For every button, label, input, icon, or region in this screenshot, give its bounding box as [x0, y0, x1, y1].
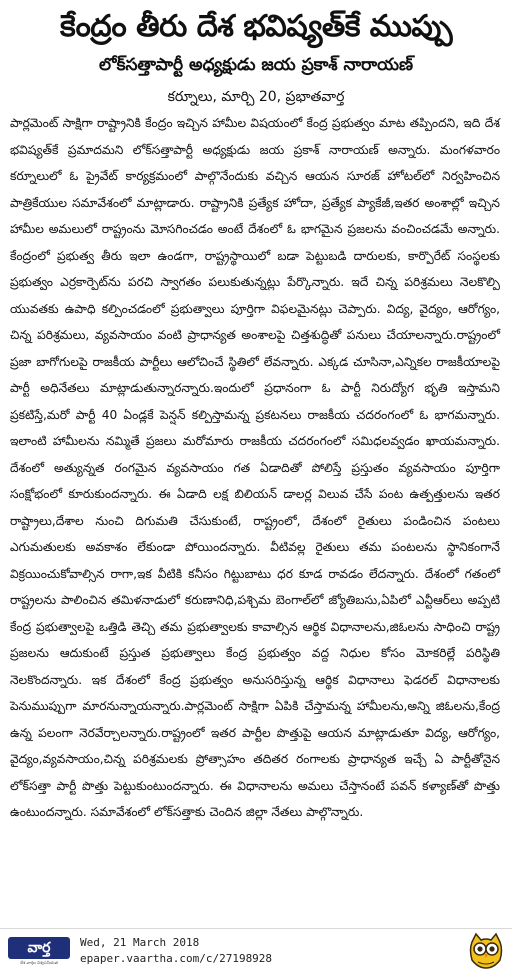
publication-date: Wed, 21 March 2018 — [80, 936, 200, 949]
epaper-footer — [0, 928, 512, 973]
article-subheadline: లోక్‌సత్తాపార్టీ అధ్యక్షుడు జయ ప్రకాశ్ నారాయణ్ — [99, 55, 413, 75]
vaartha-logo[interactable] — [8, 937, 70, 965]
article-body: పార్లమెంట్ సాక్షిగా రాష్ట్రానికి కేంద్రం ఇచ్చిన హామీల విషయంలో కేంద్ర ప్రభుత్వం మాట తప్పిందని, ఇది దేశ భవిష్యత్‌కే ప్రమాదమని లోక్‌సత్తాపార్టీ అధ్యక్షుడు జయ ప్రకాశ్ నారాయణ్ అన్నారు. మంగళవారం కర్నూలులో ఓ ప్రైవేట్ కార్యక్రమంలో పాల్గొనేందుకు వచ్చిన ఆయన సూరజ్ హోటల్‌లో నిర్వహించిన పాత్రికేయుల సమావేశంలో మాట్లాడారు. రాష్ట్రానికి ప్రత్యేక హోదా, ప్రత్యేక ప్యాకేజీ,ఇతర అంశాల్లో ఇచ్చిన హామీల అమలులో రాష్ట్రంను మోసగించడం అంటే దేశంలో ఓ భాగమైన ప్రజలను వంచించడమే అన్నారు. కేంద్రంలో ప్రభుత్వ తీరు ఇలా ఉండగా, రాష్ట్రస్థాయిలో బడా పెట్టుబడి దారులకు, కార్పొరేట్ సంస్థలకు ప్రభుత్వం ఎర్రకార్పెట్‌ను పరచి స్వాగతం పలుకుతున్నట్లు పేర్కొన్నారు. ఇదే చిన్న పరిశ్రమలు నెలకొల్పి యువతకు ఉపాధి కల్పించడంలో ప్రభుత్వాలు పూర్తిగా విఫలమైనట్లు చెప్పారు. విద్య, వైద్యం, ఆరోగ్యం, చిన్న పరిశ్రమలు, వ్యవసాయం వంటి ప్రాధాన్యత అంశాలపై చిత్తశుద్ధితో పనులు చేయాలన్నారు.రాష్ట్రంలో ప్రజా బాగోగులపై రాజకీయ పార్టీలు ఆలోచించే స్థితిలో లేవన్నారు. ఎక్కడ చూసినా,ఎన్నికల రాజకీయాలపై పార్టీ అధినేతలు మాట్లాడుతున్నారన్నారు.ఇందులో ప్రధానంగా ఓ పార్టీ నిరుద్యోగ భృతి ఇస్తామని ప్రకటిస్తే,మరో పార్టీ 40 ఏండ్లకే పెన్షన్ కల్పిస్తామన్న ప్రకటనలు రాజకీయ చదరంగంలో ఓ భాగమన్నారు. ఇలాంటి హామీలను నమ్మితే ప్రజలు మరోమారు రాజకీయ చదరంగంలో సమిధలవ్వడం ఖాయమన్నారు. దేశంలో అత్యున్నత రంగమైన వ్యవసాయం గత ఏడాదితో పోలిస్తే ప్రస్తుతం వ్యవసాయం పూర్తిగా సంక్షోభంలో కూరుకుందన్నారు. ఈ ఏడాది లక్ష బిలియన్ డాలర్ల విలువ చేసే పంట ఉత్పత్తులను ఇతర రాష్ట్రాలు,దేశాల నుంచి దిగుమతి చేసుకుంటే, రాష్ట్రంలో, దేశంలో రైతులు పండించిన పంటలు ఎగుమతులకు అవకాశం లేకుండా పోయిందన్నారు. వీటివల్ల రైతులు తమ పంటలను స్థానికంగానే విక్రయించుకోవాల్సిన రాగా,ఇక వీటికి కనీసం గిట్టుబాటు ధర కూడ రావడం లేదన్నారు. దేశంలో గతంలో రాష్ట్రలను పాలించిన తమిళనాడులో కరుణానిధి,పశ్చిమ బెంగాల్‌లో జ్యోతిబసు,ఏపిలో ఎన్టీఆర్‌లు అప్పటి కేంద్ర ప్రభుత్వాలపై ఒత్తిడి తెచ్చి తమ ప్రభుత్వాలకు కావాల్సిన ఆర్థిక విధానాలను,జిఓలను సాధించి రాష్ట్ర ప్రజలను ఆదుకుంటే ప్రస్తుత ప్రభుత్వాలు కేంద్ర ప్రభుత్వం వద్ద నిధుల కోసం మోకరిల్లే పరిస్థితి నెలకొందన్నారు. ఇక దేశంలో కేంద్ర ప్రభుత్వం అనుసరిస్తున్న ఆర్థిక విధానాలు ఫెడరల్ విధానాలకు పెనుముప్పుగా మారనున్నాయన్నారు.పార్లమెంట్ సాక్షిగా ఏపికి చేస్తామన్న హామీలను,అన్ని జిఓలను,కేంద్ర ఉన్న పలంగా నెరవేర్చాలన్నారు.రాష్ట్రంలో ఇతర పార్టీల పొత్తుపై ఆయన మాట్లాడుతూ విద్య, ఆరోగ్యం, వైద్యం,వ్యవసాయం,చిన్న పరిశ్రమలకు ప్రోత్సాహం తదితర రంగాలకు ప్రాధాన్యత ఇచ్చే ఏ పార్టీతోనైన లోక్‌సత్తా పార్టీ పొత్తు పెట్టుకుంటుందన్నారు. ఈ విధానాలను అమలు చేస్తానంటే పవన్ కళ్యాణ్‌తో పొత్తు ఉంటుందన్నారు. సమావేశంలో లోక్‌సత్తాకు చెందిన జిల్లా నేతలు పాల్గొన్నారు. — [10, 116, 500, 819]
vaartha-logo-mark: వార్త — [8, 937, 70, 959]
article-headline: కేంద్రం తీరు దేశ భవిష్యత్‌కే ముప్పు — [59, 9, 453, 44]
vaartha-logo-tagline: దేశ వార్తల విశ్వసనీయత — [20, 960, 58, 965]
owl-icon — [466, 932, 506, 970]
article-dateline: కర్నూలు, మార్చి 20, ప్రభాతవార్త — [167, 89, 345, 105]
epaper-url[interactable]: epaper.vaartha.com/c/27198928 — [80, 952, 273, 965]
